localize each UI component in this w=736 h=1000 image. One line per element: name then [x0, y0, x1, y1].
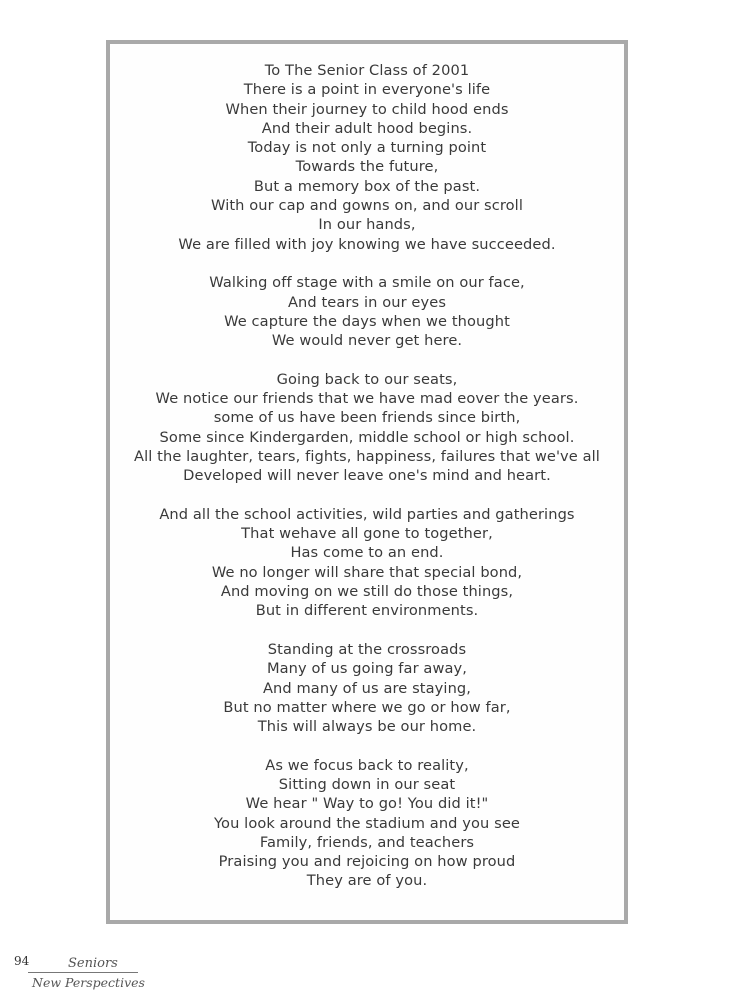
poem-line: Sitting down in our seat	[278, 775, 456, 793]
poem-stanza	[110, 505, 624, 621]
footer-divider	[28, 972, 138, 973]
poem-line: And moving on we still do those things,	[220, 583, 514, 601]
poem-line: Developed will never leave one's mind and heart.	[183, 467, 551, 485]
page-footer	[14, 948, 214, 998]
poem-line: We no longer will share that special bond,	[211, 563, 523, 581]
poem-line: With our cap and gowns on, and our scroll	[211, 197, 523, 215]
poem-line: All the laughter, tears, fights, happiness, failures that we've all	[134, 447, 600, 465]
poem-line: But no matter where we go or how far,	[223, 698, 511, 716]
poem-frame	[106, 40, 628, 924]
section-subtitle: New Perspectives	[32, 975, 145, 990]
poem-stanza	[110, 370, 624, 486]
poem-stanza	[110, 61, 624, 254]
poem-line: Many of us going far away,	[266, 660, 468, 678]
poem-line: Family, friends, and teachers	[259, 833, 475, 851]
poem-line: And their adult hood begins.	[261, 119, 473, 137]
poem-line: And many of us are staying,	[262, 679, 472, 697]
poem-line: But a memory box of the past.	[253, 177, 481, 195]
poem-line: We are filled with joy knowing we have succeeded.	[178, 235, 556, 253]
poem-line: Has come to an end.	[290, 544, 444, 562]
poem-line: We would never get here.	[271, 332, 463, 350]
poem-line: Some since Kindergarden, middle school or high school.	[159, 428, 575, 446]
poem-stanza	[110, 640, 624, 736]
poem-line: In our hands,	[318, 216, 416, 234]
page-number: 94	[14, 954, 30, 968]
poem-line: But in different environments.	[255, 602, 479, 620]
poem-line: You look around the stadium and you see	[213, 814, 521, 832]
poem-line: Walking off stage with a smile on our face,	[209, 274, 525, 292]
poem-line: Going back to our seats,	[276, 370, 458, 388]
poem-line: We hear " Way to go! You did it!"	[245, 795, 489, 813]
poem-text	[110, 61, 624, 891]
poem-line: And all the school activities, wild parties and gatherings	[159, 505, 575, 523]
poem-line: Towards the future,	[295, 158, 439, 176]
poem-line: And tears in our eyes	[287, 293, 447, 311]
poem-line: Standing at the crossroads	[267, 640, 467, 658]
poem-line: Praising you and rejoicing on how proud	[218, 853, 516, 871]
poem-line: That wehave all gone to together,	[241, 525, 493, 543]
poem-line: As we focus back to reality,	[265, 756, 469, 774]
poem-line: Today is not only a turning point	[247, 139, 487, 157]
poem-line: This will always be our home.	[257, 718, 477, 736]
poem-line: We capture the days when we thought	[224, 312, 510, 330]
poem-line: To The Senior Class of 2001	[264, 62, 470, 79]
poem-line: some of us have been friends since birth,	[213, 409, 521, 427]
poem-line: They are of you.	[306, 872, 428, 890]
poem-line: We notice our friends that we have mad eover the years.	[155, 390, 579, 408]
poem-line: When their journey to child hood ends	[225, 100, 509, 118]
poem-line: There is a point in everyone's life	[243, 81, 491, 99]
poem-stanza	[110, 756, 624, 891]
poem-stanza	[110, 273, 624, 350]
section-title: Seniors	[68, 956, 118, 971]
